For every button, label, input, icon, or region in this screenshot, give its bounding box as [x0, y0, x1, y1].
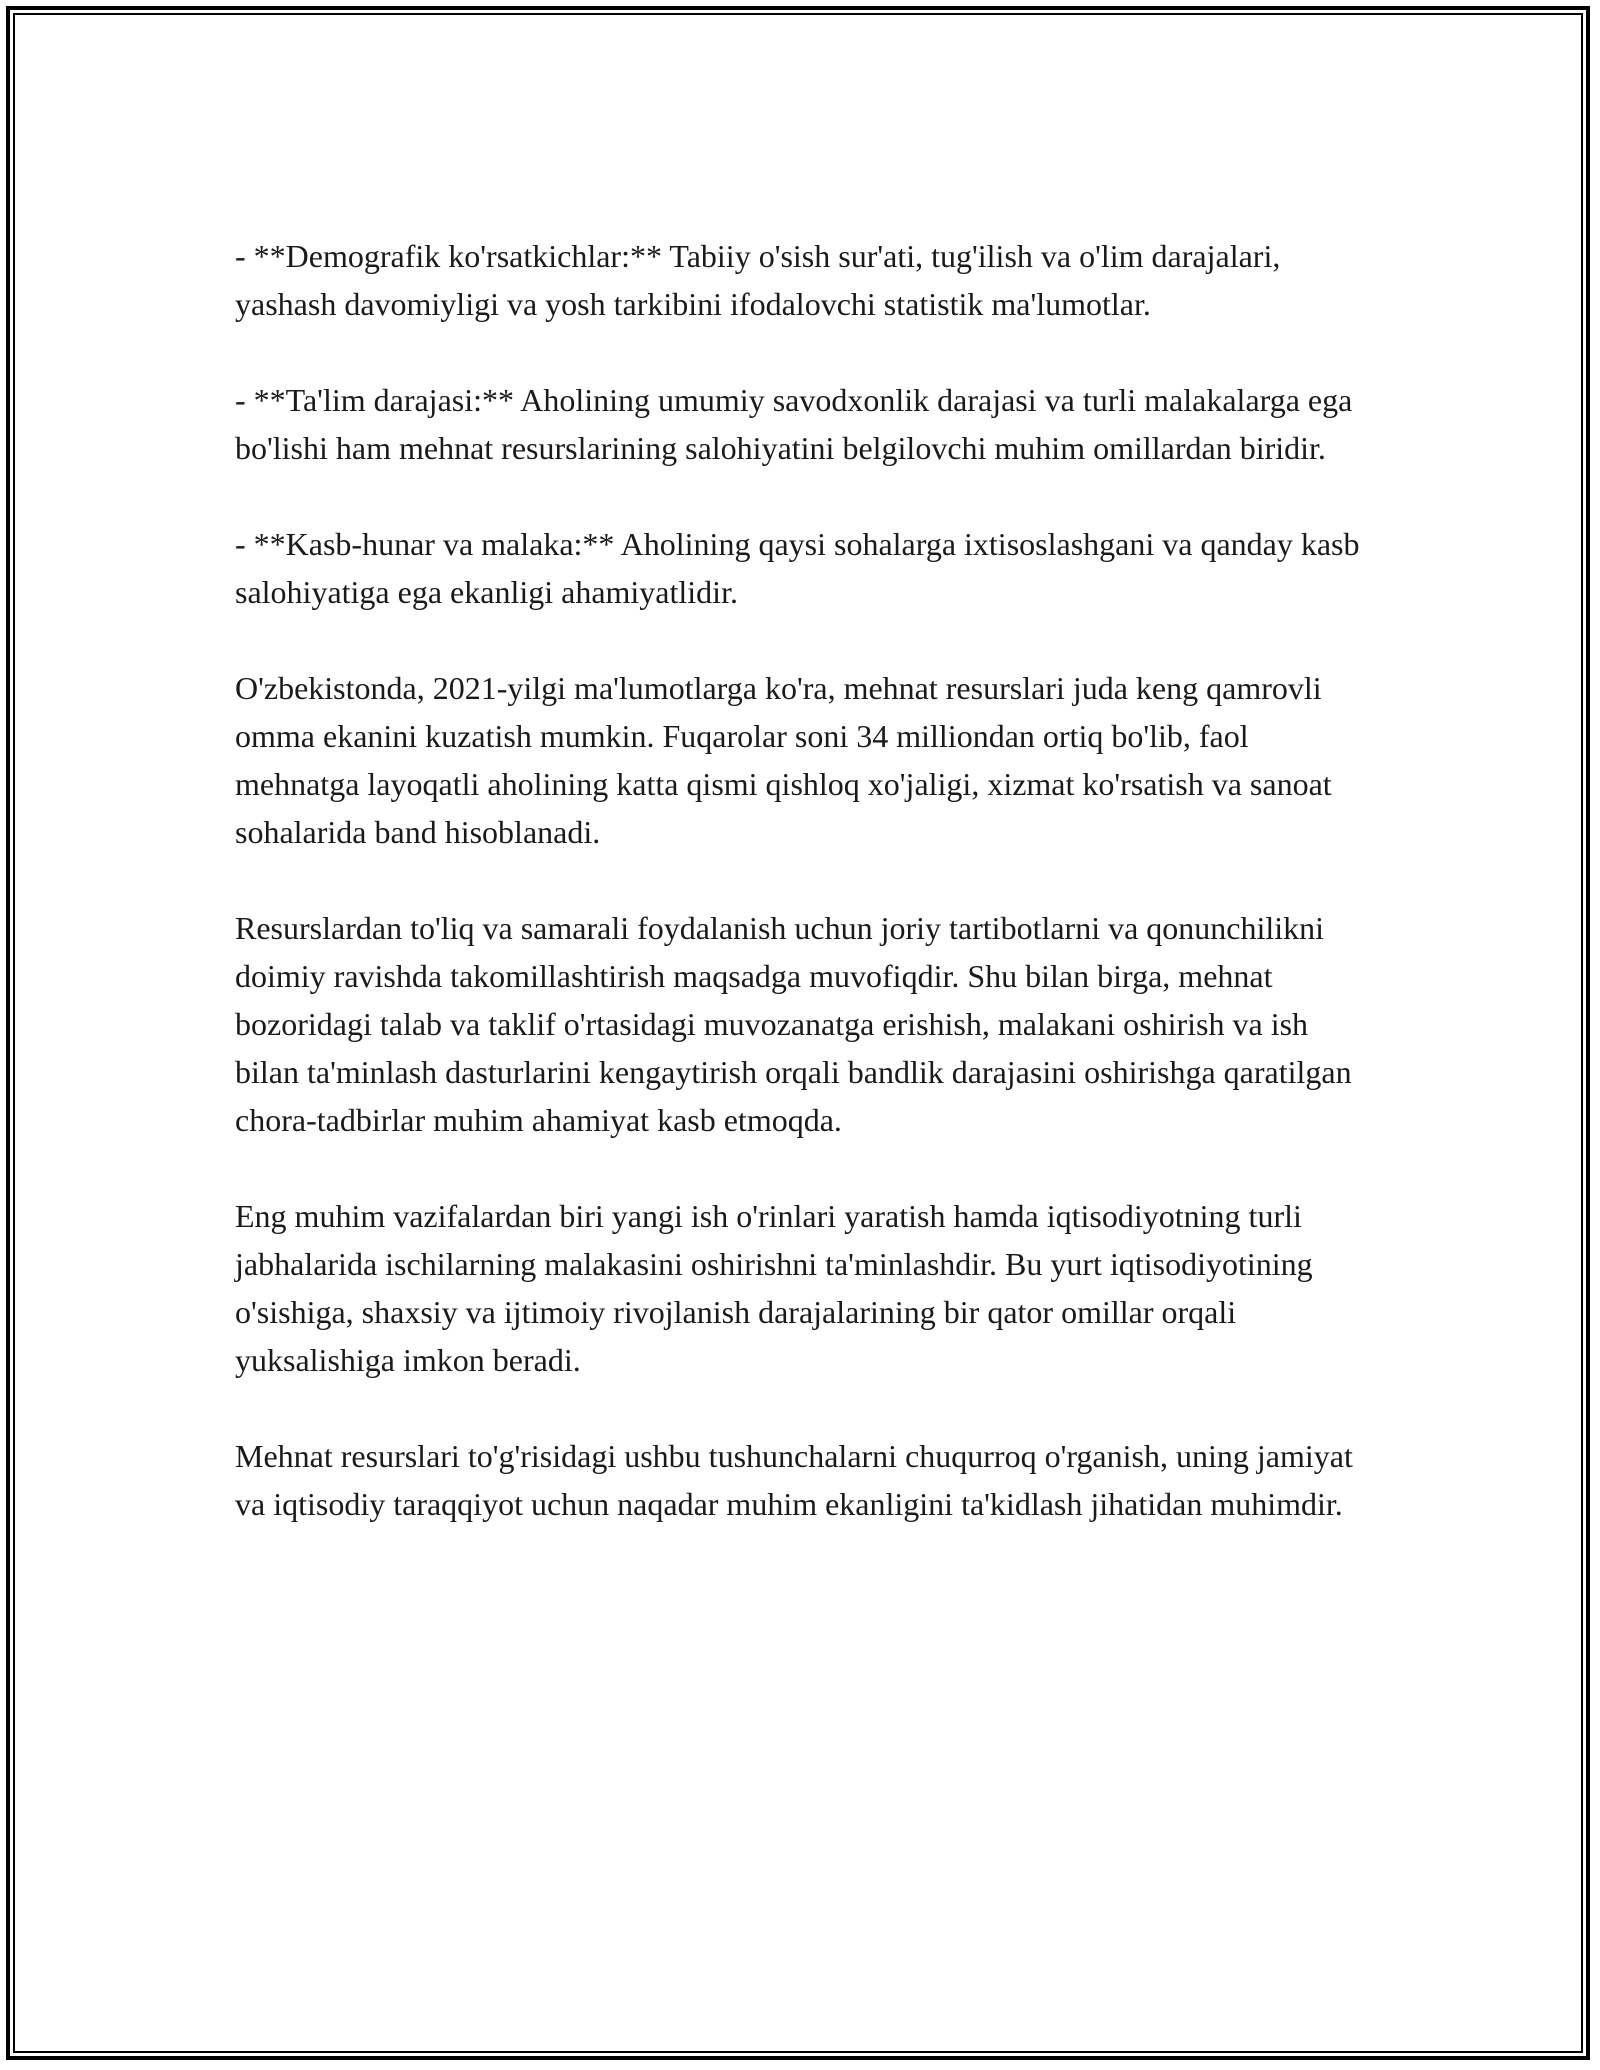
paragraph-demographics: - **Demografik ko'rsatkichlar:** Tabiiy o'sish sur'ati, tug'ilish va o'lim darajalari, yashash davomiyligi va yosh tarkibini ifodalovchi statistik ma'lumotlar. [235, 238, 1281, 322]
paragraph-profession: - **Kasb-hunar va malaka:** Aholining qaysi sohalarga ixtisoslashgani va qanday kasb salohiyatiga ega ekanligi ahamiyatlidir. [235, 526, 1360, 610]
paragraph-resources-usage: Resurslardan to'liq va samarali foydalanish uchun joriy tartibotlarni va qonunchilikni doimiy ravishda takomillashtirish maqsadga muvofiqdir. Shu bilan birga, mehnat bozoridagi talab va taklif o'rtasidagi muvozanatga erishish, malakani oshirish va ish bilan ta'minlash dasturlarini kengaytirish orqali bandlik darajasini oshirishga qaratilgan chora-tadbirlar muhim ahamiyat kasb etmoqda. [235, 910, 1352, 1138]
paragraph-uzbekistan-2021: O'zbekistonda, 2021-yilgi ma'lumotlarga ko'ra, mehnat resurslari juda keng qamrovli omma ekanini kuzatish mumkin. Fuqarolar soni 34 milliondan ortiq bo'lib, faol mehnatga layoqatli aholining katta qismi qishloq xo'jaligi, xizmat ko'rsatish va sanoat sohalarida band hisoblanadi. [235, 670, 1332, 850]
paragraph-conclusion: Mehnat resurslari to'g'risidagi ushbu tushunchalarni chuqurroq o'rganish, uning jamiyat va iqtisodiy taraqqiyot uchun naqadar muhim ekanligini ta'kidlash jihatidan muhimdir. [235, 1438, 1353, 1522]
paragraph-education: - **Ta'lim darajasi:** Aholining umumiy savodxonlik darajasi va turli malakalarga ega bo'lishi ham mehnat resurslarining salohiyatini belgilovchi muhim omillardan biridir. [235, 382, 1353, 466]
document-body [235, 232, 1365, 1576]
paragraph-key-tasks: Eng muhim vazifalardan biri yangi ish o'rinlari yaratish hamda iqtisodiyotning turli jabhalarida ischilarning malakasini oshirishni ta'minlashdir. Bu yurt iqtisodiyotining o'sishiga, shaxsiy va ijtimoiy rivojlanish darajalarining bir qator omillar orqali yuksalishiga imkon beradi. [235, 1198, 1313, 1378]
